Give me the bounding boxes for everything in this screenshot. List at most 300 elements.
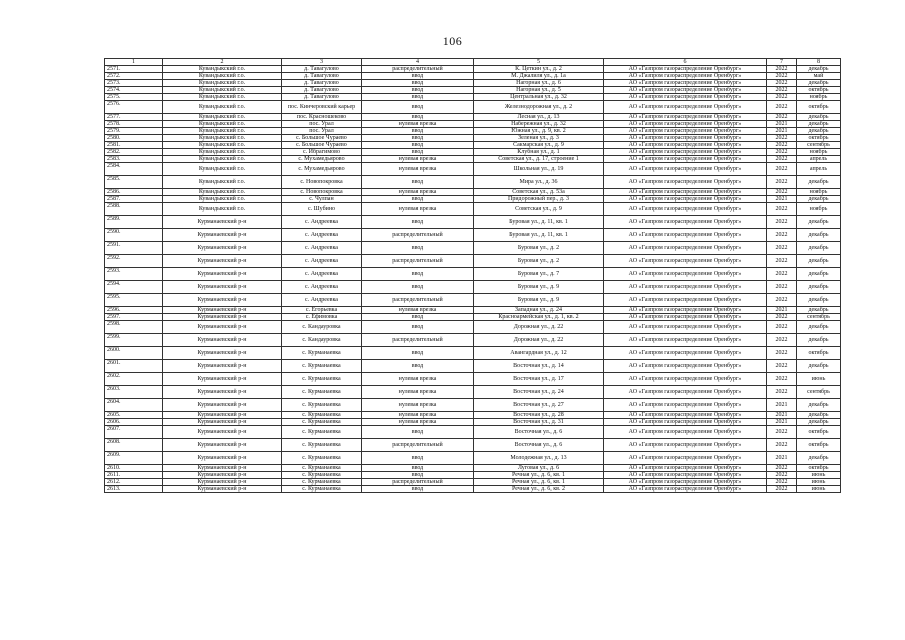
settlement-cell: с. Андреевка (282, 268, 362, 281)
organization-cell: АО «Газпром газораспределение Оренбург» (604, 439, 767, 452)
row-number-cell: 2598. (105, 321, 163, 334)
table-row (105, 176, 841, 189)
organization-cell: АО «Газпром газораспределение Оренбург» (604, 486, 767, 493)
table-row (105, 229, 841, 242)
organization-cell: АО «Газпром газораспределение Оренбург» (604, 426, 767, 439)
address-cell: Речная ул., д. 6, кв. 2 (474, 486, 604, 493)
settlement-cell: пос. Кинчеровский карьер (282, 101, 362, 114)
organization-cell: АО «Газпром газораспределение Оренбург» (604, 268, 767, 281)
connection-type-cell: ввод (362, 426, 474, 439)
table-row (105, 87, 841, 94)
address-cell: Буровая ул., д. 2 (474, 242, 604, 255)
connection-type-cell: ввод (362, 149, 474, 156)
district-cell: Курманаевский р-н (163, 281, 282, 294)
month-cell: апрель (797, 163, 841, 176)
year-cell: 2022 (767, 486, 797, 493)
address-cell: Восточная ул., д. 14 (474, 360, 604, 373)
connection-type-cell: ввод (362, 94, 474, 101)
settlement-cell: с. Курманаевка (282, 465, 362, 472)
row-number-cell: 2597. (105, 314, 163, 321)
month-cell: декабрь (797, 114, 841, 121)
table-row (105, 242, 841, 255)
row-number-cell: 2587. (105, 196, 163, 203)
month-cell: июнь (797, 373, 841, 386)
year-cell: 2022 (767, 94, 797, 101)
row-number-cell: 2606. (105, 419, 163, 426)
row-number-cell: 2611. (105, 472, 163, 479)
address-cell: Буровая ул., д. 9 (474, 281, 604, 294)
year-cell: 2022 (767, 255, 797, 268)
settlement-cell: с. Большое Чураево (282, 142, 362, 149)
table-row (105, 121, 841, 128)
organization-cell: АО «Газпром газораспределение Оренбург» (604, 294, 767, 307)
district-cell: Кувандыкский г.о. (163, 87, 282, 94)
district-cell: Кувандыкский г.о. (163, 94, 282, 101)
district-cell: Кувандыкский г.о. (163, 73, 282, 80)
settlement-cell: пос. Урал (282, 128, 362, 135)
district-cell: Курманаевский р-н (163, 216, 282, 229)
organization-cell: АО «Газпром газораспределение Оренбург» (604, 176, 767, 189)
settlement-cell: с. Курманаевка (282, 479, 362, 486)
connection-type-cell: ввод (362, 73, 474, 80)
address-cell: Школьная ул., д. 19 (474, 163, 604, 176)
address-cell: Сакмарская ул., д. 9 (474, 142, 604, 149)
settlement-cell: с. Курманаевка (282, 373, 362, 386)
address-cell: Речная ул., д. 6, кв. 1 (474, 472, 604, 479)
row-number-cell: 2592. (105, 255, 163, 268)
connection-type-cell: нулевая врезка (362, 156, 474, 163)
year-cell: 2022 (767, 176, 797, 189)
address-cell: Красноармейская ул., д. 1, кв. 2 (474, 314, 604, 321)
district-cell: Курманаевский р-н (163, 242, 282, 255)
table-row (105, 281, 841, 294)
table-row (105, 196, 841, 203)
district-cell: Кувандыкский г.о. (163, 163, 282, 176)
connection-type-cell: нулевая врезка (362, 203, 474, 216)
row-number-cell: 2601. (105, 360, 163, 373)
row-number-cell: 2589. (105, 216, 163, 229)
connection-type-cell: ввод (362, 196, 474, 203)
year-cell: 2022 (767, 242, 797, 255)
address-cell: К. Цеткин ул., д. 2 (474, 66, 604, 73)
month-cell: октябрь (797, 426, 841, 439)
month-cell: декабрь (797, 128, 841, 135)
year-cell: 2022 (767, 189, 797, 196)
organization-cell: АО «Газпром газораспределение Оренбург» (604, 452, 767, 465)
table-row (105, 472, 841, 479)
row-number-cell: 2608. (105, 439, 163, 452)
year-cell: 2022 (767, 321, 797, 334)
address-cell: Клубная ул., д. 1 (474, 149, 604, 156)
settlement-cell: с. Андреевка (282, 242, 362, 255)
row-number-cell: 2613. (105, 486, 163, 493)
month-cell: декабрь (797, 268, 841, 281)
address-cell: Восточная ул., д. 28 (474, 412, 604, 419)
address-cell: Зеленая ул., д. 3 (474, 135, 604, 142)
table-row (105, 486, 841, 493)
table-row (105, 412, 841, 419)
organization-cell: АО «Газпром газораспределение Оренбург» (604, 189, 767, 196)
year-cell: 2022 (767, 360, 797, 373)
row-number-cell: 2586. (105, 189, 163, 196)
table-row (105, 334, 841, 347)
district-cell: Курманаевский р-н (163, 314, 282, 321)
month-cell: апрель (797, 156, 841, 163)
table-row (105, 216, 841, 229)
organization-cell: АО «Газпром газораспределение Оренбург» (604, 114, 767, 121)
organization-cell: АО «Газпром газораспределение Оренбург» (604, 87, 767, 94)
district-cell: Кувандыкский г.о. (163, 142, 282, 149)
settlement-cell: с. Большое Чураево (282, 135, 362, 142)
organization-cell: АО «Газпром газораспределение Оренбург» (604, 314, 767, 321)
organization-cell: АО «Газпром газораспределение Оренбург» (604, 135, 767, 142)
settlement-cell: д. Тавагулово (282, 73, 362, 80)
settlement-cell: с. Егорьевка (282, 307, 362, 314)
settlement-cell: с. Ибрагимово (282, 149, 362, 156)
row-number-cell: 2595. (105, 294, 163, 307)
table-row (105, 373, 841, 386)
table-row (105, 135, 841, 142)
address-cell: Буровая ул., д. 9 (474, 294, 604, 307)
settlement-cell: с. Мухамедьярово (282, 163, 362, 176)
table-row (105, 439, 841, 452)
district-cell: Курманаевский р-н (163, 373, 282, 386)
organization-cell: АО «Газпром газораспределение Оренбург» (604, 156, 767, 163)
settlement-cell: с. Курманаевка (282, 452, 362, 465)
address-cell: Луговая ул., д. 6 (474, 465, 604, 472)
connection-type-cell: нулевая врезка (362, 419, 474, 426)
organization-cell: АО «Газпром газораспределение Оренбург» (604, 163, 767, 176)
row-number-cell: 2603. (105, 386, 163, 399)
organization-cell: АО «Газпром газораспределение Оренбург» (604, 242, 767, 255)
connection-type-cell: ввод (362, 242, 474, 255)
table-row (105, 479, 841, 486)
organization-cell: АО «Газпром газораспределение Оренбург» (604, 73, 767, 80)
district-cell: Курманаевский р-н (163, 268, 282, 281)
month-cell: декабрь (797, 321, 841, 334)
organization-cell: АО «Газпром газораспределение Оренбург» (604, 121, 767, 128)
settlement-cell: с. Курманаевка (282, 347, 362, 360)
organization-cell: АО «Газпром газораспределение Оренбург» (604, 307, 767, 314)
district-cell: Кувандыкский г.о. (163, 135, 282, 142)
organization-cell: АО «Газпром газораспределение Оренбург» (604, 399, 767, 412)
year-cell: 2022 (767, 347, 797, 360)
year-cell: 2021 (767, 399, 797, 412)
settlement-cell: с. Новопокровка (282, 189, 362, 196)
connection-type-cell: ввод (362, 101, 474, 114)
row-number-cell: 2581. (105, 142, 163, 149)
address-cell: Восточная ул., д. 31 (474, 419, 604, 426)
settlement-cell: с. Новопокровка (282, 176, 362, 189)
table-row (105, 314, 841, 321)
address-cell: Советская ул., д. 53а (474, 189, 604, 196)
month-cell: декабрь (797, 452, 841, 465)
row-number-cell: 2609. (105, 452, 163, 465)
settlement-cell: пос. Урал (282, 121, 362, 128)
address-cell: Нагорная ул., д. 5 (474, 87, 604, 94)
connection-type-cell: ввод (362, 347, 474, 360)
year-cell: 2022 (767, 101, 797, 114)
address-cell: Мира ул., д. 36 (474, 176, 604, 189)
column-number-header: 5 (474, 59, 604, 66)
organization-cell: АО «Газпром газораспределение Оренбург» (604, 386, 767, 399)
row-number-cell: 2580. (105, 135, 163, 142)
table-row (105, 189, 841, 196)
district-cell: Курманаевский р-н (163, 486, 282, 493)
row-number-cell: 2599. (105, 334, 163, 347)
address-cell: Буровая ул., д. 2 (474, 255, 604, 268)
address-cell: Набережная ул., д. 32 (474, 121, 604, 128)
settlement-cell: с. Андреевка (282, 255, 362, 268)
district-cell: Кувандыкский г.о. (163, 66, 282, 73)
table-row (105, 399, 841, 412)
row-number-cell: 2591. (105, 242, 163, 255)
address-cell: Авангардная ул., д. 12 (474, 347, 604, 360)
settlement-cell: с. Курманаевка (282, 439, 362, 452)
district-cell: Кувандыкский г.о. (163, 156, 282, 163)
district-cell: Курманаевский р-н (163, 419, 282, 426)
district-cell: Курманаевский р-н (163, 294, 282, 307)
organization-cell: АО «Газпром газораспределение Оренбург» (604, 94, 767, 101)
connection-type-cell: распределительный (362, 255, 474, 268)
month-cell: октябрь (797, 87, 841, 94)
row-number-cell: 2607. (105, 426, 163, 439)
row-number-cell: 2610. (105, 465, 163, 472)
month-cell: сентябрь (797, 314, 841, 321)
organization-cell: АО «Газпром газораспределение Оренбург» (604, 216, 767, 229)
organization-cell: АО «Газпром газораспределение Оренбург» (604, 479, 767, 486)
row-number-cell: 2573. (105, 80, 163, 87)
district-cell: Курманаевский р-н (163, 386, 282, 399)
settlement-cell: с. Курманаевка (282, 399, 362, 412)
organization-cell: АО «Газпром газораспределение Оренбург» (604, 80, 767, 87)
connection-type-cell: ввод (362, 80, 474, 87)
address-cell: Дорожная ул., д. 22 (474, 334, 604, 347)
table-row (105, 255, 841, 268)
row-number-cell: 2576. (105, 101, 163, 114)
connection-type-cell: нулевая врезка (362, 307, 474, 314)
row-number-cell: 2571. (105, 66, 163, 73)
table-row (105, 114, 841, 121)
table-row (105, 321, 841, 334)
address-cell: Восточная ул., д. 6 (474, 439, 604, 452)
connection-type-cell: ввод (362, 87, 474, 94)
row-number-cell: 2590. (105, 229, 163, 242)
settlement-cell: с. Андреевка (282, 281, 362, 294)
month-cell: октябрь (797, 135, 841, 142)
connection-type-cell: распределительный (362, 439, 474, 452)
table-row (105, 347, 841, 360)
organization-cell: АО «Газпром газораспределение Оренбург» (604, 465, 767, 472)
month-cell: октябрь (797, 101, 841, 114)
year-cell: 2022 (767, 373, 797, 386)
year-cell: 2022 (767, 314, 797, 321)
gas-connection-table (104, 58, 841, 493)
organization-cell: АО «Газпром газораспределение Оренбург» (604, 360, 767, 373)
year-cell: 2021 (767, 412, 797, 419)
row-number-cell: 2572. (105, 73, 163, 80)
connection-type-cell: нулевая врезка (362, 412, 474, 419)
connection-type-cell: ввод (362, 128, 474, 135)
page-number: 106 (442, 34, 463, 48)
connection-type-cell: ввод (362, 135, 474, 142)
organization-cell: АО «Газпром газораспределение Оренбург» (604, 255, 767, 268)
district-cell: Курманаевский р-н (163, 334, 282, 347)
table-row (105, 163, 841, 176)
year-cell: 2021 (767, 307, 797, 314)
address-cell: Советская ул., д. 17, строение 1 (474, 156, 604, 163)
settlement-cell: с. Курманаевка (282, 419, 362, 426)
row-number-cell: 2577. (105, 114, 163, 121)
settlement-cell: с. Андреевка (282, 229, 362, 242)
district-cell: Курманаевский р-н (163, 479, 282, 486)
year-cell: 2022 (767, 229, 797, 242)
year-cell: 2021 (767, 196, 797, 203)
row-number-cell: 2605. (105, 412, 163, 419)
year-cell: 2022 (767, 149, 797, 156)
organization-cell: АО «Газпром газораспределение Оренбург» (604, 472, 767, 479)
row-number-cell: 2604. (105, 399, 163, 412)
district-cell: Кувандыкский г.о. (163, 203, 282, 216)
year-cell: 2022 (767, 334, 797, 347)
month-cell: декабрь (797, 229, 841, 242)
address-cell: Буровая ул., д. 11, кв. 1 (474, 229, 604, 242)
table-row (105, 294, 841, 307)
address-cell: Речная ул., д. 6, кв. 1 (474, 479, 604, 486)
year-cell: 2022 (767, 472, 797, 479)
settlement-cell: с. Кандауровка (282, 321, 362, 334)
district-cell: Курманаевский р-н (163, 347, 282, 360)
year-cell: 2022 (767, 203, 797, 216)
connection-type-cell: распределительный (362, 334, 474, 347)
year-cell: 2022 (767, 294, 797, 307)
district-cell: Курманаевский р-н (163, 412, 282, 419)
table-row (105, 80, 841, 87)
settlement-cell: д. Тавагулово (282, 87, 362, 94)
table-row (105, 149, 841, 156)
address-cell: Буровая ул., д. 7 (474, 268, 604, 281)
month-cell: ноябрь (797, 189, 841, 196)
district-cell: Курманаевский р-н (163, 439, 282, 452)
address-cell: Восточная ул., д. 27 (474, 399, 604, 412)
organization-cell: АО «Газпром газораспределение Оренбург» (604, 321, 767, 334)
organization-cell: АО «Газпром газораспределение Оренбург» (604, 203, 767, 216)
month-cell: декабрь (797, 216, 841, 229)
month-cell: ноябрь (797, 94, 841, 101)
district-cell: Кувандыкский г.о. (163, 121, 282, 128)
month-cell: декабрь (797, 281, 841, 294)
district-cell: Кувандыкский г.о. (163, 80, 282, 87)
table-row (105, 142, 841, 149)
row-number-cell: 2584. (105, 163, 163, 176)
organization-cell: АО «Газпром газораспределение Оренбург» (604, 142, 767, 149)
year-cell: 2022 (767, 386, 797, 399)
table-row (105, 307, 841, 314)
table-row (105, 419, 841, 426)
address-cell: Восточная ул., д. 24 (474, 386, 604, 399)
settlement-cell: с. Курманаевка (282, 360, 362, 373)
connection-type-cell: ввод (362, 142, 474, 149)
address-cell: Центральная ул., д. 32 (474, 94, 604, 101)
year-cell: 2022 (767, 156, 797, 163)
address-cell: Молодежная ул., д. 13 (474, 452, 604, 465)
year-cell: 2022 (767, 142, 797, 149)
connection-type-cell: распределительный (362, 66, 474, 73)
row-number-cell: 2594. (105, 281, 163, 294)
settlement-cell: с. Курманаевка (282, 386, 362, 399)
organization-cell: АО «Газпром газораспределение Оренбург» (604, 373, 767, 386)
settlement-cell: с. Чулпан (282, 196, 362, 203)
year-cell: 2021 (767, 128, 797, 135)
connection-type-cell: нулевая врезка (362, 121, 474, 128)
settlement-cell: с. Курманаевка (282, 426, 362, 439)
district-cell: Кувандыкский г.о. (163, 128, 282, 135)
district-cell: Кувандыкский г.о. (163, 196, 282, 203)
organization-cell: АО «Газпром газораспределение Оренбург» (604, 101, 767, 114)
connection-type-cell: ввод (362, 216, 474, 229)
organization-cell: АО «Газпром газораспределение Оренбург» (604, 281, 767, 294)
month-cell: декабрь (797, 242, 841, 255)
settlement-cell: с. Мухамедьярово (282, 156, 362, 163)
month-cell: декабрь (797, 66, 841, 73)
column-number-header: 7 (767, 59, 797, 66)
month-cell: декабрь (797, 307, 841, 314)
year-cell: 2022 (767, 66, 797, 73)
table-row (105, 66, 841, 73)
row-number-cell: 2585. (105, 176, 163, 189)
month-cell: декабрь (797, 334, 841, 347)
row-number-cell: 2596. (105, 307, 163, 314)
address-cell: Нагорная ул., д. 6 (474, 80, 604, 87)
year-cell: 2022 (767, 114, 797, 121)
month-cell: декабрь (797, 399, 841, 412)
connection-type-cell: нулевая врезка (362, 399, 474, 412)
year-cell: 2021 (767, 419, 797, 426)
row-number-cell: 2593. (105, 268, 163, 281)
month-cell: декабрь (797, 176, 841, 189)
district-cell: Курманаевский р-н (163, 399, 282, 412)
address-cell: Буровая ул., д. 11, кв. 1 (474, 216, 604, 229)
row-number-cell: 2583. (105, 156, 163, 163)
district-cell: Курманаевский р-н (163, 321, 282, 334)
month-cell: май (797, 73, 841, 80)
district-cell: Курманаевский р-н (163, 360, 282, 373)
month-cell: ноябрь (797, 203, 841, 216)
column-number-header: 3 (282, 59, 362, 66)
column-number-header: 4 (362, 59, 474, 66)
connection-type-cell: ввод (362, 486, 474, 493)
year-cell: 2022 (767, 426, 797, 439)
month-cell: сентябрь (797, 386, 841, 399)
table-row (105, 94, 841, 101)
month-cell: октябрь (797, 347, 841, 360)
year-cell: 2022 (767, 163, 797, 176)
connection-type-cell: ввод (362, 114, 474, 121)
month-cell: декабрь (797, 196, 841, 203)
year-cell: 2022 (767, 216, 797, 229)
district-cell: Курманаевский р-н (163, 472, 282, 479)
district-cell: Курманаевский р-н (163, 307, 282, 314)
column-number-header: 2 (163, 59, 282, 66)
address-cell: Железнодорожная ул., д. 2 (474, 101, 604, 114)
organization-cell: АО «Газпром газораспределение Оренбург» (604, 149, 767, 156)
table-row (105, 426, 841, 439)
year-cell: 2022 (767, 439, 797, 452)
table-row (105, 386, 841, 399)
settlement-cell: с. Шубино (282, 203, 362, 216)
connection-type-cell: ввод (362, 281, 474, 294)
organization-cell: АО «Газпром газораспределение Оренбург» (604, 347, 767, 360)
